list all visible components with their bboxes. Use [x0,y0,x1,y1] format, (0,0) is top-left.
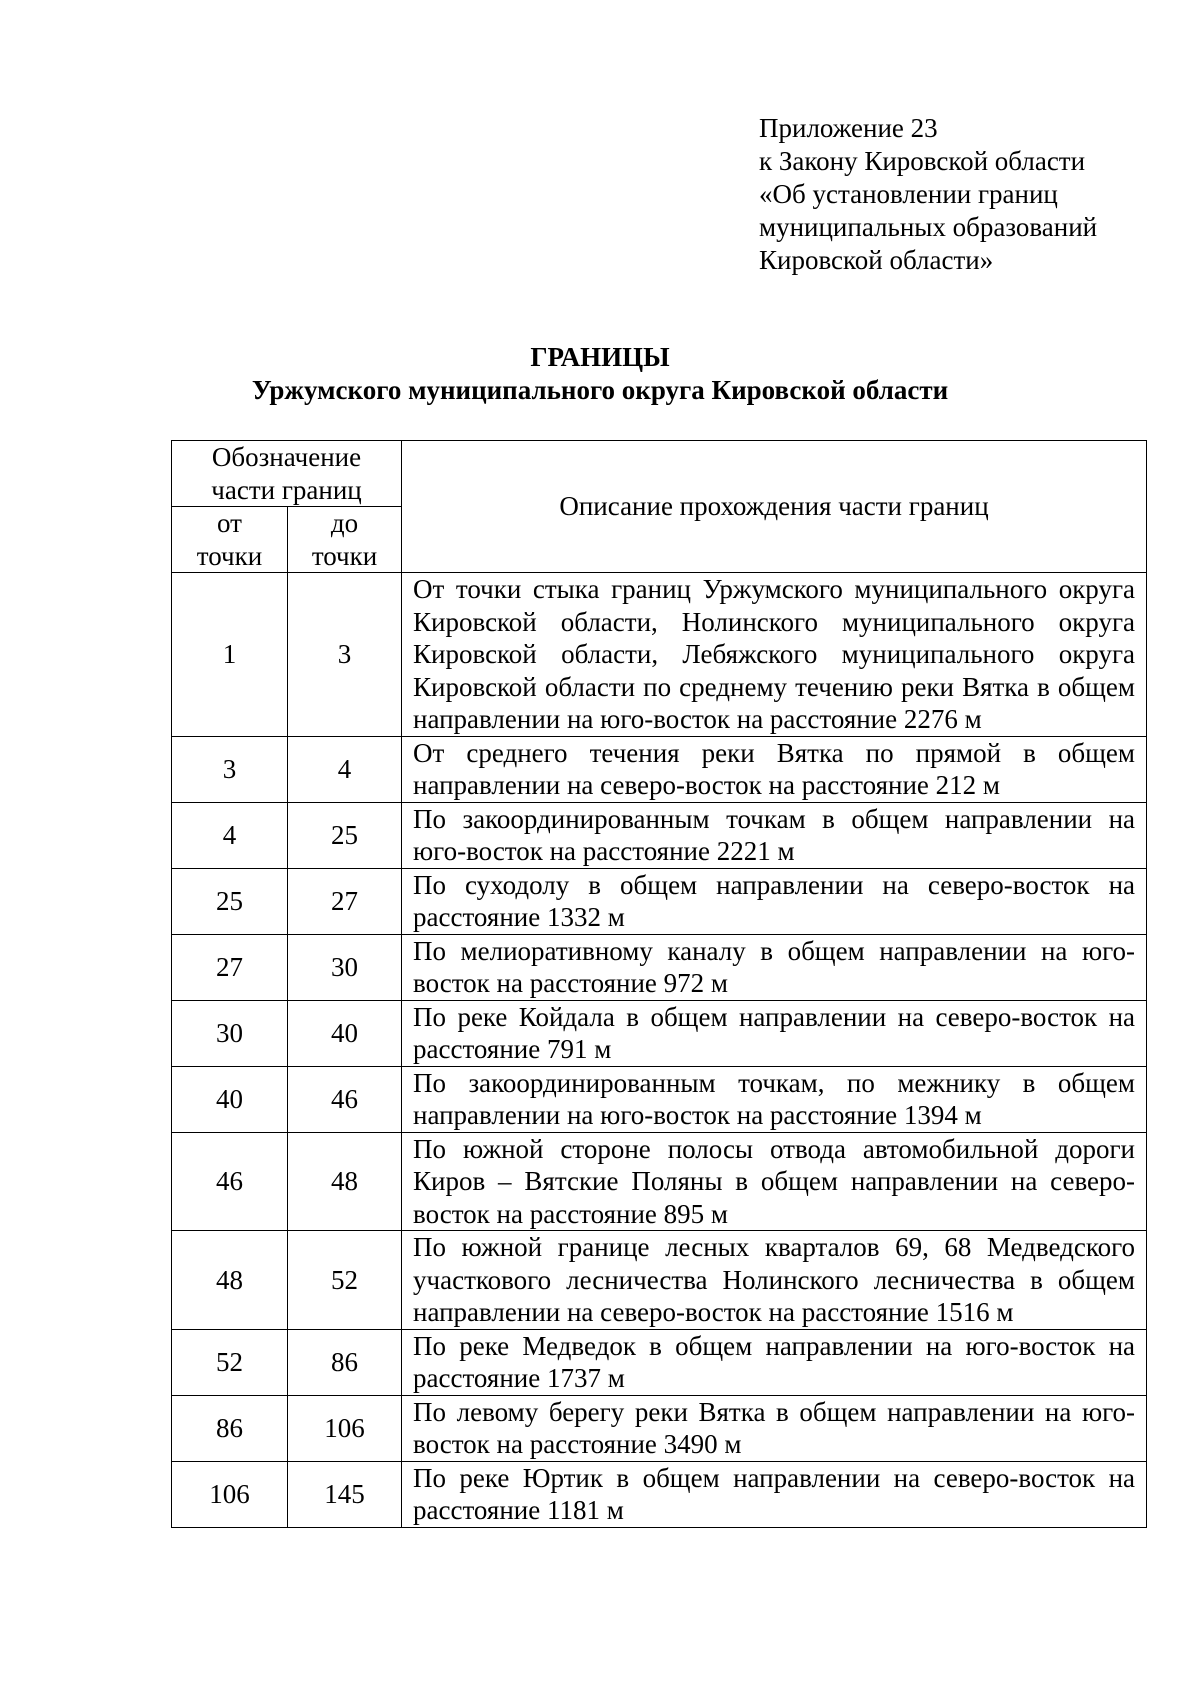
from-point-cell: 48 [172,1231,288,1330]
from-point-cell: 40 [172,1066,288,1132]
description-cell: По южной стороне полосы отвода автомобильной дороги Киров – Вятские Поляны в общем направлении на северо-восток на расстояние 895 м [402,1132,1147,1231]
to-point-cell: 52 [288,1231,402,1330]
boundaries-table [171,440,1147,1528]
description-cell: От среднего течения реки Вятка по прямой в общем направлении на северо-восток на расстояние 212 м [402,736,1147,802]
description-cell: По южной границе лесных кварталов 69, 68 Медведского участкового лесничества Нолинского лесничества в общем направлении на северо-восток на расстояние 1516 м [402,1231,1147,1330]
document-subtitle: Уржумского муниципального округа Кировской области [251,375,949,405]
table-row [172,1132,1147,1231]
table-row [172,1461,1147,1527]
appendix-line: Кировской области» [759,245,994,275]
table-row [172,868,1147,934]
table-row [172,736,1147,802]
to-point-cell: 25 [288,802,402,868]
from-point-cell: 3 [172,736,288,802]
to-point-cell: 145 [288,1461,402,1527]
from-header-line: от [217,508,242,538]
from-header-line: точки [196,540,263,571]
to-header-line: до [330,508,359,538]
from-point-cell: 52 [172,1329,288,1395]
from-point-cell: 27 [172,934,288,1000]
description-cell: По реке Койдала в общем направлении на северо-восток на расстояние 791 м [402,1000,1147,1066]
table-row [172,1000,1147,1066]
from-point-cell: 4 [172,802,288,868]
description-cell: По реке Медведок в общем направлении на юго-восток на расстояние 1737 м [402,1329,1147,1395]
table-row [172,934,1147,1000]
description-cell: По закоординированным точкам в общем направлении на юго-восток на расстояние 2221 м [402,802,1147,868]
from-point-cell: 106 [172,1461,288,1527]
from-point-cell: 1 [172,573,288,737]
document-title: ГРАНИЦЫ [530,342,670,372]
to-point-cell: 46 [288,1066,402,1132]
from-point-cell: 86 [172,1395,288,1461]
to-header-line: точки [311,540,378,571]
appendix-note [759,112,1097,277]
table-row [172,1395,1147,1461]
table-header-row [172,441,1147,507]
to-point-header [288,507,402,573]
description-cell: По суходолу в общем направлении на северо-восток на расстояние 1332 м [402,868,1147,934]
designation-header [172,441,402,507]
description-cell: От точки стыка границ Уржумского муниципального округа Кировской области, Нолинского муниципального округа Кировской области, Лебяжского муниципального округа Кировской области по среднему течению реки Вятка в общем направлении на юго-восток на расстояние 2276 м [402,573,1147,737]
description-cell: По левому берегу реки Вятка в общем направлении на юго-восток на расстояние 3490 м [402,1395,1147,1461]
description-header: Описание прохождения части границ [402,441,1147,573]
to-point-cell: 30 [288,934,402,1000]
appendix-line: муниципальных образований [759,212,1098,242]
to-point-cell: 86 [288,1329,402,1395]
designation-header-line: Обозначение [211,442,362,472]
table-row [172,1231,1147,1330]
from-point-cell: 30 [172,1000,288,1066]
table-row [172,802,1147,868]
from-point-header [172,507,288,573]
description-cell: По реке Юртик в общем направлении на северо-восток на расстояние 1181 м [402,1461,1147,1527]
from-point-cell: 25 [172,868,288,934]
to-point-cell: 27 [288,868,402,934]
description-cell: По закоординированным точкам, по межнику в общем направлении на юго-восток на расстояние 1394 м [402,1066,1147,1132]
to-point-cell: 106 [288,1395,402,1461]
description-cell: По мелиоративному каналу в общем направлении на юго-восток на расстояние 972 м [402,934,1147,1000]
table-row [172,1066,1147,1132]
to-point-cell: 40 [288,1000,402,1066]
from-point-cell: 46 [172,1132,288,1231]
designation-header-line: части границ [211,474,362,505]
table-row [172,1329,1147,1395]
to-point-cell: 3 [288,573,402,737]
to-point-cell: 4 [288,736,402,802]
appendix-line: к Закону Кировской области [759,146,1086,176]
appendix-line: Приложение 23 [759,113,938,143]
to-point-cell: 48 [288,1132,402,1231]
appendix-line: «Об установлении границ [759,179,1058,209]
table-row [172,573,1147,737]
